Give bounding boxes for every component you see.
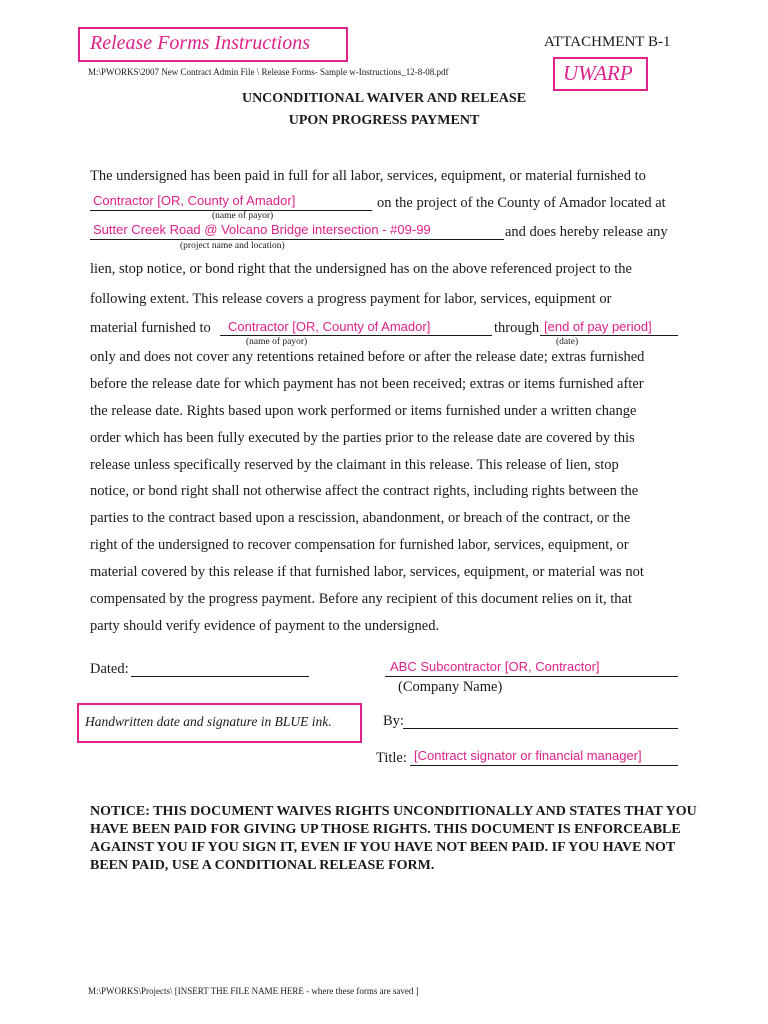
signature-instruction: Handwritten date and signature in BLUE ink. — [85, 714, 332, 729]
body-line-4: lien, stop notice, or bond right that the undersigned has on the above referenced project to the — [90, 261, 632, 277]
body-line-5: following extent. This release covers a progress payment for labor, services, equipment or — [90, 291, 612, 307]
name-of-payor-label: (name of payor) — [212, 211, 274, 221]
paragraph-line: party should verify evidence of payment to the undersigned. — [90, 618, 440, 634]
project-fill[interactable]: Sutter Creek Road @ Volcano Bridge intersection - #09-99 — [93, 222, 431, 237]
body-line-3: and does hereby release any — [505, 224, 668, 240]
paragraph-line: material covered by this release if that furnished labor, services, equipment, or material was not — [90, 564, 644, 580]
name-of-payor-label-2: (name of payor) — [246, 337, 308, 347]
title-underline — [410, 765, 678, 766]
instructions-title-box — [78, 27, 348, 62]
form-tag-box — [553, 57, 648, 91]
payor-fill-2[interactable]: Contractor [OR, County of Amador] — [228, 319, 431, 334]
through-text: through — [494, 320, 540, 336]
paragraph-line: right of the undersigned to recover compensation for furnished labor, services, equipment, or — [90, 537, 629, 553]
form-tag: UWARP — [563, 61, 633, 85]
company-label: (Company Name) — [398, 679, 503, 695]
title-label: Title: — [376, 750, 407, 766]
dated-underline[interactable] — [131, 676, 309, 677]
paragraph-line: release unless specifically reserved by the claimant in this release. This release of lien, stop — [90, 457, 619, 473]
by-underline[interactable] — [403, 728, 678, 729]
attachment-label: ATTACHMENT B-1 — [544, 34, 671, 50]
file-path: M:\PWORKS\2007 New Contract Admin File \ Release Forms- Sample w-Instructions_12-8-08.pdf — [88, 67, 449, 77]
title-fill[interactable]: [Contract signator or financial manager] — [414, 748, 642, 763]
date-fill[interactable]: [end of pay period] — [544, 319, 652, 334]
by-label: By: — [383, 713, 404, 729]
paragraph-line: order which has been fully executed by the parties prior to the release date are covered by this — [90, 430, 635, 446]
paragraph-line: the release date. Rights based upon work performed or items furnished under a written change — [90, 403, 637, 419]
body-line-2: on the project of the County of Amador located at — [377, 195, 666, 211]
heading-line-2: UPON PROGRESS PAYMENT — [288, 113, 480, 128]
signature-instruction-box — [77, 703, 362, 743]
project-label: (project name and location) — [180, 241, 285, 251]
payor2-underline — [220, 335, 492, 336]
paragraph-line: notice, or bond right shall not otherwise affect the contract rights, including rights between the — [90, 483, 639, 499]
footer-file-path: M:\PWORKS\Projects\ [INSERT THE FILE NAME HERE - where these forms are saved ] — [88, 986, 419, 996]
company-fill[interactable]: ABC Subcontractor [OR, Contractor] — [390, 659, 600, 674]
payor-fill[interactable]: Contractor [OR, County of Amador] — [93, 193, 296, 208]
instructions-title: Release Forms Instructions — [90, 32, 310, 54]
date-underline — [540, 335, 678, 336]
project-underline — [90, 239, 504, 240]
paragraph-line: parties to the contract based upon a rescission, abandonment, or breach of the contract, or the — [90, 510, 631, 526]
company-underline — [385, 676, 678, 677]
heading-line-1: UNCONDITIONAL WAIVER AND RELEASE — [241, 91, 527, 106]
paragraph-line: only and does not cover any retentions retained before or after the release date; extras furnished — [90, 349, 645, 365]
paragraph-line: before the release date for which payment has not been received; extras or items furnished after — [90, 376, 644, 392]
body-line-6: material furnished to — [90, 320, 211, 336]
paragraph-line: compensated by the progress payment. Before any recipient of this document relies on it, that — [90, 591, 632, 607]
notice-text: NOTICE: THIS DOCUMENT WAIVES RIGHTS UNCONDITIONALLY AND STATES THAT YOU HAVE BEEN PAID FOR GIVING UP THOSE RIGHTS. THIS DOCUMENT IS ENFORCEABLE AGAINST YOU IF YOU SIGN IT, EVEN IF YOU HAVE NOT BEEN PAID. IF YOU HAVE NOT BEEN PAID, USE A CONDITIONAL RELEASE FORM. — [90, 804, 697, 873]
body-line-1: The undersigned has been paid in full for all labor, services, equipment, or material furnished to — [90, 168, 646, 184]
dated-label: Dated: — [90, 661, 129, 677]
date-label: (date) — [556, 337, 579, 347]
